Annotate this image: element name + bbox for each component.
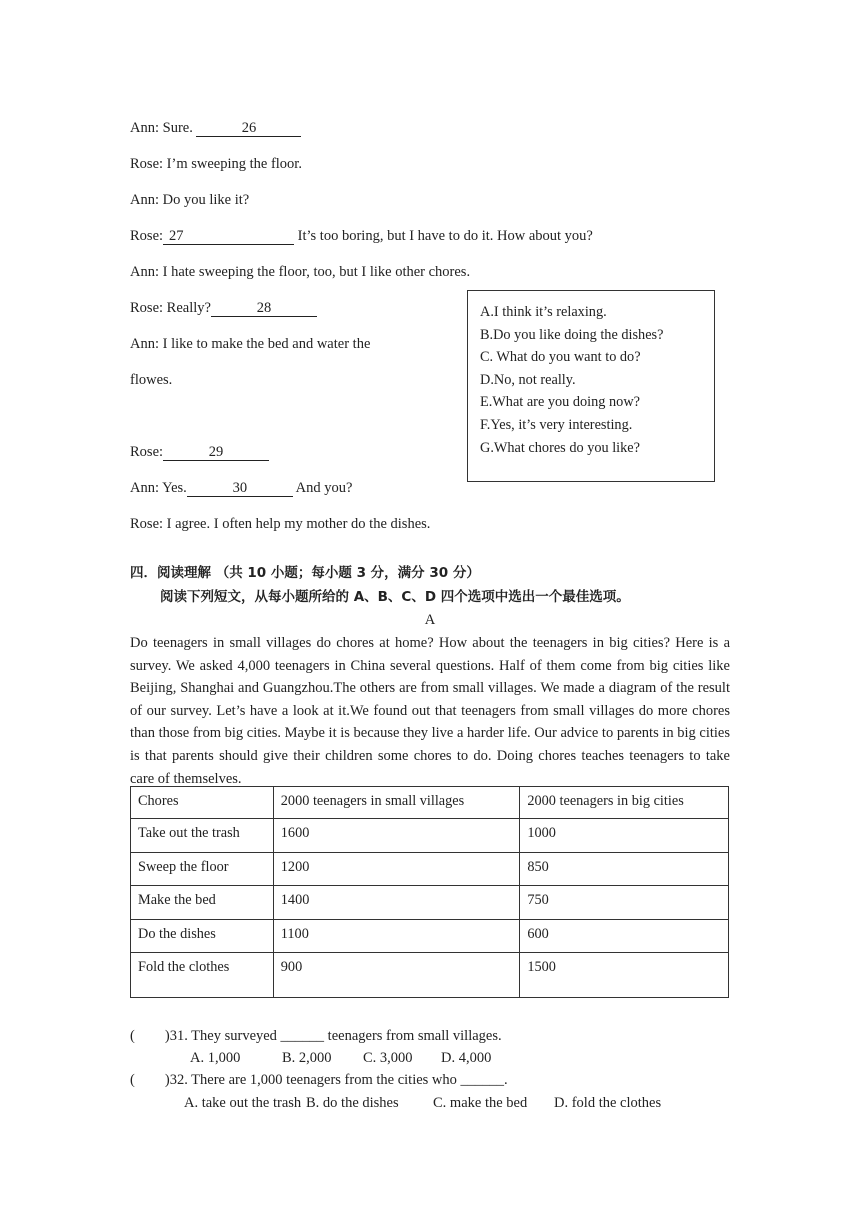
table-cell: 750 [520,886,729,920]
table-cell: 1200 [273,853,520,886]
passage-label: A [424,612,436,628]
table-cell: Sweep the floor [131,853,274,886]
question-32-choice-d[interactable]: D. fold the clothes [554,1095,662,1111]
table-header: 2000 teenagers in big cities [520,787,729,819]
speaker: Rose: [130,300,164,316]
dialogue-line-6 [130,299,317,317]
dialogue-line-9 [130,443,269,461]
dialogue-line-7 [130,335,370,353]
dialogue-text: flowes. [130,372,173,388]
table-header: Chores [131,787,274,819]
table-row [131,920,729,953]
table-cell: 1000 [520,819,729,853]
table-cell: 1100 [273,920,520,953]
dialogue-text: Really? [163,300,211,316]
survey-table [130,786,729,998]
table-row [131,853,729,886]
section-instruction: 阅读下列短文，从每小题所给的 A、B、C、D 四个选项中选出一个最佳选项。 [160,589,630,605]
speaker: Ann: [130,336,159,352]
dialogue-text: I agree. I often help my mother do the dishes. [163,516,431,532]
option-a: A.I think it’s relaxing. [480,304,607,320]
dialogue-line-10 [130,479,352,497]
table-row [131,819,729,853]
option-e: E.What are you doing now? [480,394,640,411]
question-31 [130,1027,502,1045]
option-g: G.What chores do you like? [480,439,640,456]
table-cell: Do the dishes [131,920,274,953]
dialogue-text: I hate sweeping the floor, too, but I like other chores. [159,264,471,280]
answer-paren-close: ) [164,1028,170,1044]
dialogue-text: Yes. [159,480,187,496]
answer-paren-close: ) [164,1072,170,1088]
table-row [131,886,729,920]
question-stem: 32. There are 1,000 teenagers from the cities who ______. [169,1072,508,1088]
question-32-choice-b[interactable]: B. do the dishes [306,1095,399,1111]
dialogue-text: I like to make the bed and water the [159,336,371,352]
dialogue-text: And you? [292,480,353,496]
speaker: Ann: [130,480,159,496]
dialogue-text: I’m sweeping the floor. [163,156,302,172]
question-31-choice-a[interactable]: A. 1,000 [190,1050,241,1066]
table-cell: 900 [273,953,520,998]
speaker: Ann: [130,192,159,208]
section-heading: 四．阅读理解 （共 10 小题；每小题 3 分，满分 30 分） [130,565,480,581]
table-cell: 1400 [273,886,520,920]
table-cell: Make the bed [131,886,274,920]
answer-paren-open: ( [130,1072,135,1088]
table-header: 2000 teenagers in small villages [273,787,520,819]
speaker: Rose: [130,228,164,244]
dialogue-line-4 [130,227,593,245]
option-f: F.Yes, it’s very interesting. [480,416,633,433]
speaker: Rose: [130,516,164,532]
dialogue-line-5 [130,263,470,281]
table-header-row [131,787,729,819]
dialogue-line-1 [130,119,301,137]
answer-blank-27[interactable]: 27 [163,229,294,245]
option-d: D.No, not really. [480,371,576,388]
option-c: C. What do you want to do? [480,349,641,366]
dialogue-line-11 [130,515,430,533]
answer-blank-30[interactable]: 30 [187,481,293,497]
table-cell: 1500 [520,953,729,998]
question-31-choice-c[interactable]: C. 3,000 [363,1050,413,1066]
table-cell: 1600 [273,819,520,853]
dialogue-text: Do you like it? [159,192,250,208]
answer-blank-28[interactable]: 28 [211,301,317,317]
dialogue-line-3 [130,191,249,209]
table-cell: Take out the trash [131,819,274,853]
answer-blank-26[interactable]: 26 [196,121,301,137]
table-row [131,953,729,998]
speaker: Ann: [130,264,159,280]
question-31-choice-d[interactable]: D. 4,000 [441,1050,492,1066]
speaker: Ann: [130,120,159,136]
dialogue-text: Sure. [159,120,197,136]
question-32 [130,1071,508,1089]
question-stem: 31. They surveyed ______ teenagers from small villages. [169,1028,502,1044]
dialogue-text: It’s too boring, but I have to do it. How about you? [294,228,593,244]
question-32-choice-a[interactable]: A. take out the trash [184,1095,302,1111]
question-32-choice-c[interactable]: C. make the bed [433,1095,528,1111]
dialogue-line-8 [130,371,172,389]
speaker: Rose: [130,156,164,172]
table-cell: Fold the clothes [131,953,274,998]
table-cell: 600 [520,920,729,953]
dialogue-line-2 [130,155,302,173]
reading-passage: Do teenagers in small villages do chores at home? How about the teenagers in big cities? Here is a survey. We asked 4,000 teenagers in China several questions. Half of them come from big cities like Beijing, Shanghai and Guangzhou.The others are from small villages. We made a diagram of the result of our survey. Let’s have a look at it.We found out that teenagers from small villages do more chores than those from big cities. Maybe it is because they live a harder life. Our advice to parents in big cities is that parents should give their children some chores to do. Doing chores teaches teenagers to take care of themselves. [130,635,730,787]
answer-blank-29[interactable]: 29 [163,445,269,461]
question-31-choice-b[interactable]: B. 2,000 [282,1050,332,1066]
table-cell: 850 [520,853,729,886]
options-box [467,290,715,482]
option-b: B.Do you like doing the dishes? [480,326,664,343]
answer-paren-open: ( [130,1028,135,1044]
speaker: Rose: [130,444,164,460]
